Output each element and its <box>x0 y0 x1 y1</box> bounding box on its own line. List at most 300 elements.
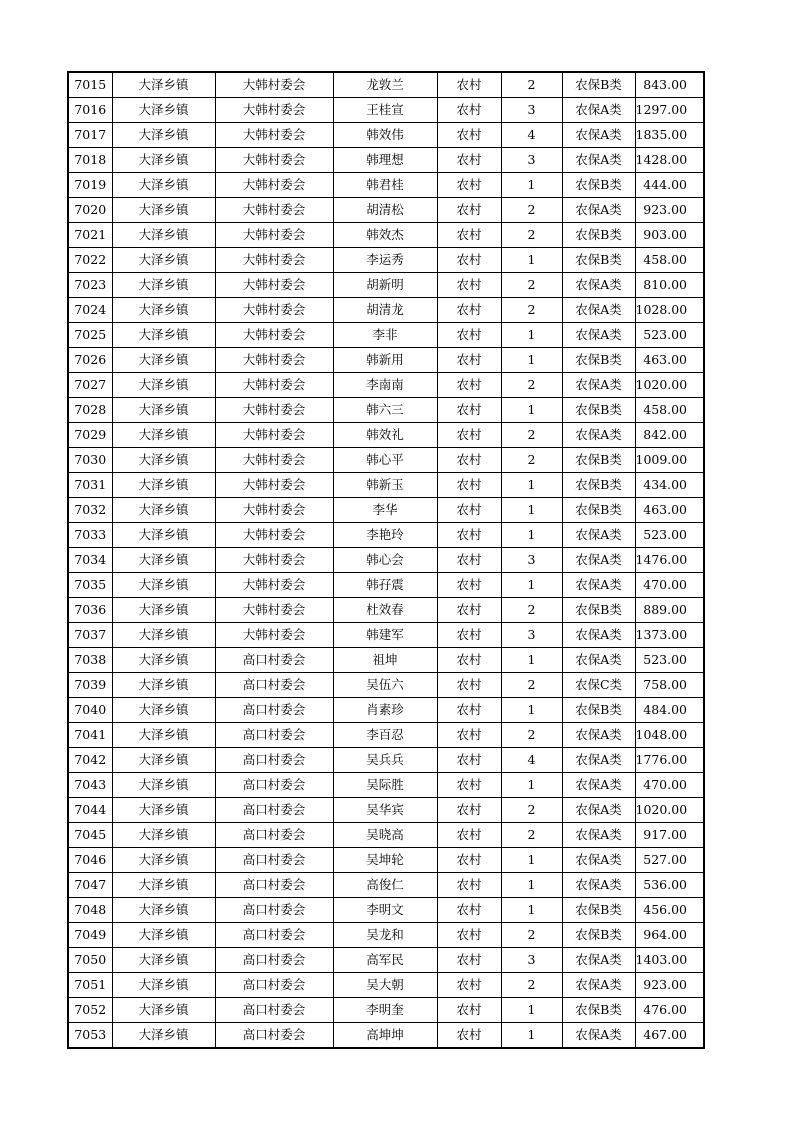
name-cell: 吴坤轮 <box>333 848 437 873</box>
amount-cell: 458.00 <box>635 398 704 423</box>
amount-cell: 470.00 <box>635 773 704 798</box>
township-cell: 大泽乡镇 <box>112 323 215 348</box>
table-row <box>68 323 704 348</box>
household-type-cell: 农村 <box>437 198 501 223</box>
name-cell: 韩新用 <box>333 348 437 373</box>
village-committee-cell: 大韩村委会 <box>215 323 333 348</box>
name-cell: 肖素珍 <box>333 698 437 723</box>
township-cell: 大泽乡镇 <box>112 873 215 898</box>
village-committee-cell: 高口村委会 <box>215 848 333 873</box>
table-row <box>68 223 704 248</box>
insurance-category-cell: 农保B类 <box>562 598 635 623</box>
table-row <box>68 598 704 623</box>
member-count-cell: 1 <box>501 173 562 198</box>
insurance-category-cell: 农保C类 <box>562 673 635 698</box>
name-cell: 高坤坤 <box>333 1023 437 1049</box>
household-type-cell: 农村 <box>437 423 501 448</box>
table-row <box>68 448 704 473</box>
row-number-cell: 7023 <box>68 273 112 298</box>
township-cell: 大泽乡镇 <box>112 848 215 873</box>
household-type-cell: 农村 <box>437 348 501 373</box>
amount-cell: 1476.00 <box>635 548 704 573</box>
insurance-category-cell: 农保B类 <box>562 923 635 948</box>
township-cell: 大泽乡镇 <box>112 1023 215 1049</box>
name-cell: 龙敦兰 <box>333 72 437 98</box>
row-number-cell: 7045 <box>68 823 112 848</box>
name-cell: 高军民 <box>333 948 437 973</box>
table-row <box>68 98 704 123</box>
row-number-cell: 7049 <box>68 923 112 948</box>
row-number-cell: 7039 <box>68 673 112 698</box>
household-type-cell: 农村 <box>437 948 501 973</box>
township-cell: 大泽乡镇 <box>112 823 215 848</box>
member-count-cell: 1 <box>501 473 562 498</box>
amount-cell: 476.00 <box>635 998 704 1023</box>
table-row <box>68 948 704 973</box>
member-count-cell: 1 <box>501 648 562 673</box>
insurance-category-cell: 农保B类 <box>562 473 635 498</box>
table-row <box>68 273 704 298</box>
village-committee-cell: 高口村委会 <box>215 998 333 1023</box>
household-type-cell: 农村 <box>437 448 501 473</box>
township-cell: 大泽乡镇 <box>112 123 215 148</box>
village-committee-cell: 高口村委会 <box>215 773 333 798</box>
village-committee-cell: 高口村委会 <box>215 648 333 673</box>
name-cell: 胡清龙 <box>333 298 437 323</box>
township-cell: 大泽乡镇 <box>112 148 215 173</box>
amount-cell: 903.00 <box>635 223 704 248</box>
table-row <box>68 773 704 798</box>
table-row <box>68 1023 704 1049</box>
amount-cell: 484.00 <box>635 698 704 723</box>
village-committee-cell: 大韩村委会 <box>215 623 333 648</box>
row-number-cell: 7019 <box>68 173 112 198</box>
insurance-category-cell: 农保A类 <box>562 823 635 848</box>
household-type-cell: 农村 <box>437 1023 501 1049</box>
village-committee-cell: 高口村委会 <box>215 898 333 923</box>
household-type-cell: 农村 <box>437 323 501 348</box>
member-count-cell: 1 <box>501 398 562 423</box>
amount-cell: 456.00 <box>635 898 704 923</box>
name-cell: 李明奎 <box>333 998 437 1023</box>
village-committee-cell: 大韩村委会 <box>215 148 333 173</box>
amount-cell: 1403.00 <box>635 948 704 973</box>
table-row <box>68 973 704 998</box>
insurance-category-cell: 农保A类 <box>562 323 635 348</box>
name-cell: 吴兵兵 <box>333 748 437 773</box>
village-committee-cell: 大韩村委会 <box>215 598 333 623</box>
row-number-cell: 7028 <box>68 398 112 423</box>
member-count-cell: 2 <box>501 198 562 223</box>
row-number-cell: 7052 <box>68 998 112 1023</box>
village-committee-cell: 高口村委会 <box>215 948 333 973</box>
township-cell: 大泽乡镇 <box>112 298 215 323</box>
member-count-cell: 2 <box>501 423 562 448</box>
township-cell: 大泽乡镇 <box>112 223 215 248</box>
amount-cell: 463.00 <box>635 348 704 373</box>
household-type-cell: 农村 <box>437 673 501 698</box>
insurance-category-cell: 农保A类 <box>562 1023 635 1049</box>
village-committee-cell: 大韩村委会 <box>215 273 333 298</box>
village-committee-cell: 高口村委会 <box>215 748 333 773</box>
name-cell: 祖坤 <box>333 648 437 673</box>
name-cell: 高俊仁 <box>333 873 437 898</box>
name-cell: 杜效春 <box>333 598 437 623</box>
row-number-cell: 7016 <box>68 98 112 123</box>
insurance-category-cell: 农保B类 <box>562 698 635 723</box>
amount-cell: 1428.00 <box>635 148 704 173</box>
name-cell: 王桂宣 <box>333 98 437 123</box>
row-number-cell: 7030 <box>68 448 112 473</box>
amount-cell: 458.00 <box>635 248 704 273</box>
member-count-cell: 2 <box>501 298 562 323</box>
member-count-cell: 1 <box>501 573 562 598</box>
name-cell: 吴大朝 <box>333 973 437 998</box>
household-type-cell: 农村 <box>437 998 501 1023</box>
name-cell: 韩新玉 <box>333 473 437 498</box>
member-count-cell: 1 <box>501 998 562 1023</box>
amount-cell: 1048.00 <box>635 723 704 748</box>
member-count-cell: 1 <box>501 773 562 798</box>
insurance-category-cell: 农保A类 <box>562 523 635 548</box>
table-row <box>68 873 704 898</box>
row-number-cell: 7025 <box>68 323 112 348</box>
insurance-category-cell: 农保A类 <box>562 373 635 398</box>
village-committee-cell: 高口村委会 <box>215 698 333 723</box>
table-row <box>68 848 704 873</box>
table-row <box>68 248 704 273</box>
name-cell: 李百忍 <box>333 723 437 748</box>
household-type-cell: 农村 <box>437 648 501 673</box>
household-type-cell: 农村 <box>437 823 501 848</box>
insurance-category-cell: 农保A类 <box>562 798 635 823</box>
household-type-cell: 农村 <box>437 598 501 623</box>
name-cell: 韩君桂 <box>333 173 437 198</box>
table-row <box>68 398 704 423</box>
amount-cell: 467.00 <box>635 1023 704 1049</box>
amount-cell: 964.00 <box>635 923 704 948</box>
household-type-cell: 农村 <box>437 873 501 898</box>
insurance-category-cell: 农保B类 <box>562 348 635 373</box>
table-row <box>68 548 704 573</box>
row-number-cell: 7041 <box>68 723 112 748</box>
amount-cell: 434.00 <box>635 473 704 498</box>
insurance-category-cell: 农保A类 <box>562 623 635 648</box>
table-row <box>68 623 704 648</box>
amount-cell: 1835.00 <box>635 123 704 148</box>
name-cell: 李南南 <box>333 373 437 398</box>
name-cell: 韩建军 <box>333 623 437 648</box>
village-committee-cell: 大韩村委会 <box>215 72 333 98</box>
member-count-cell: 2 <box>501 373 562 398</box>
row-number-cell: 7022 <box>68 248 112 273</box>
row-number-cell: 7044 <box>68 798 112 823</box>
village-committee-cell: 高口村委会 <box>215 873 333 898</box>
row-number-cell: 7035 <box>68 573 112 598</box>
member-count-cell: 2 <box>501 273 562 298</box>
household-type-cell: 农村 <box>437 523 501 548</box>
township-cell: 大泽乡镇 <box>112 72 215 98</box>
table-row <box>68 198 704 223</box>
name-cell: 吴际胜 <box>333 773 437 798</box>
row-number-cell: 7024 <box>68 298 112 323</box>
insurance-category-cell: 农保A类 <box>562 423 635 448</box>
member-count-cell: 2 <box>501 723 562 748</box>
township-cell: 大泽乡镇 <box>112 448 215 473</box>
table-row <box>68 723 704 748</box>
village-committee-cell: 大韩村委会 <box>215 298 333 323</box>
name-cell: 李艳玲 <box>333 523 437 548</box>
member-count-cell: 3 <box>501 948 562 973</box>
member-count-cell: 1 <box>501 873 562 898</box>
insurance-category-cell: 农保A类 <box>562 148 635 173</box>
member-count-cell: 3 <box>501 148 562 173</box>
member-count-cell: 3 <box>501 548 562 573</box>
table-row <box>68 298 704 323</box>
table-row <box>68 373 704 398</box>
household-type-cell: 农村 <box>437 773 501 798</box>
amount-cell: 523.00 <box>635 523 704 548</box>
beneficiary-table <box>67 71 705 1049</box>
row-number-cell: 7038 <box>68 648 112 673</box>
amount-cell: 463.00 <box>635 498 704 523</box>
village-committee-cell: 大韩村委会 <box>215 473 333 498</box>
name-cell: 吴龙和 <box>333 923 437 948</box>
household-type-cell: 农村 <box>437 173 501 198</box>
row-number-cell: 7033 <box>68 523 112 548</box>
township-cell: 大泽乡镇 <box>112 998 215 1023</box>
township-cell: 大泽乡镇 <box>112 973 215 998</box>
household-type-cell: 农村 <box>437 72 501 98</box>
insurance-category-cell: 农保A类 <box>562 198 635 223</box>
insurance-category-cell: 农保A类 <box>562 948 635 973</box>
table-row <box>68 898 704 923</box>
household-type-cell: 农村 <box>437 473 501 498</box>
household-type-cell: 农村 <box>437 498 501 523</box>
township-cell: 大泽乡镇 <box>112 373 215 398</box>
member-count-cell: 1 <box>501 523 562 548</box>
village-committee-cell: 大韩村委会 <box>215 448 333 473</box>
household-type-cell: 农村 <box>437 273 501 298</box>
village-committee-cell: 大韩村委会 <box>215 198 333 223</box>
name-cell: 胡清松 <box>333 198 437 223</box>
household-type-cell: 农村 <box>437 898 501 923</box>
row-number-cell: 7034 <box>68 548 112 573</box>
amount-cell: 444.00 <box>635 173 704 198</box>
household-type-cell: 农村 <box>437 98 501 123</box>
amount-cell: 1776.00 <box>635 748 704 773</box>
township-cell: 大泽乡镇 <box>112 273 215 298</box>
row-number-cell: 7029 <box>68 423 112 448</box>
township-cell: 大泽乡镇 <box>112 948 215 973</box>
table-row <box>68 173 704 198</box>
amount-cell: 889.00 <box>635 598 704 623</box>
village-committee-cell: 大韩村委会 <box>215 423 333 448</box>
row-number-cell: 7053 <box>68 1023 112 1049</box>
household-type-cell: 农村 <box>437 973 501 998</box>
insurance-category-cell: 农保B类 <box>562 398 635 423</box>
row-number-cell: 7015 <box>68 72 112 98</box>
member-count-cell: 1 <box>501 498 562 523</box>
member-count-cell: 3 <box>501 623 562 648</box>
row-number-cell: 7017 <box>68 123 112 148</box>
row-number-cell: 7043 <box>68 773 112 798</box>
row-number-cell: 7031 <box>68 473 112 498</box>
township-cell: 大泽乡镇 <box>112 648 215 673</box>
village-committee-cell: 高口村委会 <box>215 923 333 948</box>
village-committee-cell: 大韩村委会 <box>215 248 333 273</box>
village-committee-cell: 高口村委会 <box>215 798 333 823</box>
household-type-cell: 农村 <box>437 123 501 148</box>
name-cell: 韩理想 <box>333 148 437 173</box>
row-number-cell: 7037 <box>68 623 112 648</box>
name-cell: 李华 <box>333 498 437 523</box>
insurance-category-cell: 农保A类 <box>562 548 635 573</box>
village-committee-cell: 高口村委会 <box>215 1023 333 1049</box>
village-committee-cell: 大韩村委会 <box>215 373 333 398</box>
insurance-category-cell: 农保A类 <box>562 873 635 898</box>
household-type-cell: 农村 <box>437 798 501 823</box>
name-cell: 吴华宾 <box>333 798 437 823</box>
township-cell: 大泽乡镇 <box>112 348 215 373</box>
amount-cell: 1297.00 <box>635 98 704 123</box>
insurance-category-cell: 农保A类 <box>562 648 635 673</box>
row-number-cell: 7047 <box>68 873 112 898</box>
household-type-cell: 农村 <box>437 248 501 273</box>
row-number-cell: 7021 <box>68 223 112 248</box>
amount-cell: 470.00 <box>635 573 704 598</box>
member-count-cell: 2 <box>501 598 562 623</box>
insurance-category-cell: 农保B类 <box>562 998 635 1023</box>
amount-cell: 1009.00 <box>635 448 704 473</box>
village-committee-cell: 大韩村委会 <box>215 548 333 573</box>
insurance-category-cell: 农保A类 <box>562 973 635 998</box>
township-cell: 大泽乡镇 <box>112 898 215 923</box>
row-number-cell: 7040 <box>68 698 112 723</box>
household-type-cell: 农村 <box>437 923 501 948</box>
insurance-category-cell: 农保A类 <box>562 123 635 148</box>
household-type-cell: 农村 <box>437 298 501 323</box>
table-row <box>68 648 704 673</box>
township-cell: 大泽乡镇 <box>112 598 215 623</box>
village-committee-cell: 大韩村委会 <box>215 98 333 123</box>
table-row <box>68 698 704 723</box>
household-type-cell: 农村 <box>437 548 501 573</box>
member-count-cell: 2 <box>501 223 562 248</box>
village-committee-cell: 高口村委会 <box>215 723 333 748</box>
village-committee-cell: 大韩村委会 <box>215 398 333 423</box>
village-committee-cell: 大韩村委会 <box>215 348 333 373</box>
row-number-cell: 7042 <box>68 748 112 773</box>
name-cell: 胡新明 <box>333 273 437 298</box>
amount-cell: 758.00 <box>635 673 704 698</box>
village-committee-cell: 大韩村委会 <box>215 223 333 248</box>
insurance-category-cell: 农保B类 <box>562 223 635 248</box>
amount-cell: 1020.00 <box>635 373 704 398</box>
village-committee-cell: 大韩村委会 <box>215 173 333 198</box>
township-cell: 大泽乡镇 <box>112 248 215 273</box>
insurance-category-cell: 农保A类 <box>562 573 635 598</box>
name-cell: 李明文 <box>333 898 437 923</box>
table-row <box>68 748 704 773</box>
township-cell: 大泽乡镇 <box>112 723 215 748</box>
household-type-cell: 农村 <box>437 623 501 648</box>
amount-cell: 923.00 <box>635 198 704 223</box>
row-number-cell: 7018 <box>68 148 112 173</box>
insurance-category-cell: 农保B类 <box>562 898 635 923</box>
member-count-cell: 2 <box>501 673 562 698</box>
township-cell: 大泽乡镇 <box>112 523 215 548</box>
table-row <box>68 573 704 598</box>
household-type-cell: 农村 <box>437 148 501 173</box>
table-row <box>68 498 704 523</box>
village-committee-cell: 高口村委会 <box>215 973 333 998</box>
township-cell: 大泽乡镇 <box>112 548 215 573</box>
township-cell: 大泽乡镇 <box>112 573 215 598</box>
village-committee-cell: 大韩村委会 <box>215 523 333 548</box>
table-body <box>68 72 704 1048</box>
village-committee-cell: 大韩村委会 <box>215 573 333 598</box>
insurance-category-cell: 农保A类 <box>562 748 635 773</box>
amount-cell: 842.00 <box>635 423 704 448</box>
household-type-cell: 农村 <box>437 223 501 248</box>
row-number-cell: 7020 <box>68 198 112 223</box>
township-cell: 大泽乡镇 <box>112 698 215 723</box>
row-number-cell: 7026 <box>68 348 112 373</box>
member-count-cell: 1 <box>501 898 562 923</box>
name-cell: 李非 <box>333 323 437 348</box>
household-type-cell: 农村 <box>437 398 501 423</box>
household-type-cell: 农村 <box>437 748 501 773</box>
township-cell: 大泽乡镇 <box>112 98 215 123</box>
name-cell: 韩效伟 <box>333 123 437 148</box>
household-type-cell: 农村 <box>437 573 501 598</box>
insurance-category-cell: 农保A类 <box>562 848 635 873</box>
village-committee-cell: 大韩村委会 <box>215 123 333 148</box>
amount-cell: 523.00 <box>635 648 704 673</box>
row-number-cell: 7027 <box>68 373 112 398</box>
table-row <box>68 523 704 548</box>
insurance-category-cell: 农保A类 <box>562 98 635 123</box>
name-cell: 韩六三 <box>333 398 437 423</box>
household-type-cell: 农村 <box>437 698 501 723</box>
amount-cell: 1373.00 <box>635 623 704 648</box>
name-cell: 韩效杰 <box>333 223 437 248</box>
village-committee-cell: 高口村委会 <box>215 673 333 698</box>
table-row <box>68 423 704 448</box>
member-count-cell: 2 <box>501 923 562 948</box>
township-cell: 大泽乡镇 <box>112 473 215 498</box>
member-count-cell: 1 <box>501 698 562 723</box>
table-row <box>68 673 704 698</box>
row-number-cell: 7036 <box>68 598 112 623</box>
household-type-cell: 农村 <box>437 848 501 873</box>
township-cell: 大泽乡镇 <box>112 798 215 823</box>
member-count-cell: 1 <box>501 323 562 348</box>
member-count-cell: 2 <box>501 448 562 473</box>
member-count-cell: 3 <box>501 98 562 123</box>
name-cell: 李运秀 <box>333 248 437 273</box>
insurance-category-cell: 农保B类 <box>562 448 635 473</box>
row-number-cell: 7046 <box>68 848 112 873</box>
township-cell: 大泽乡镇 <box>112 748 215 773</box>
insurance-category-cell: 农保B类 <box>562 498 635 523</box>
amount-cell: 923.00 <box>635 973 704 998</box>
village-committee-cell: 大韩村委会 <box>215 498 333 523</box>
township-cell: 大泽乡镇 <box>112 623 215 648</box>
table-row <box>68 798 704 823</box>
table-row <box>68 123 704 148</box>
